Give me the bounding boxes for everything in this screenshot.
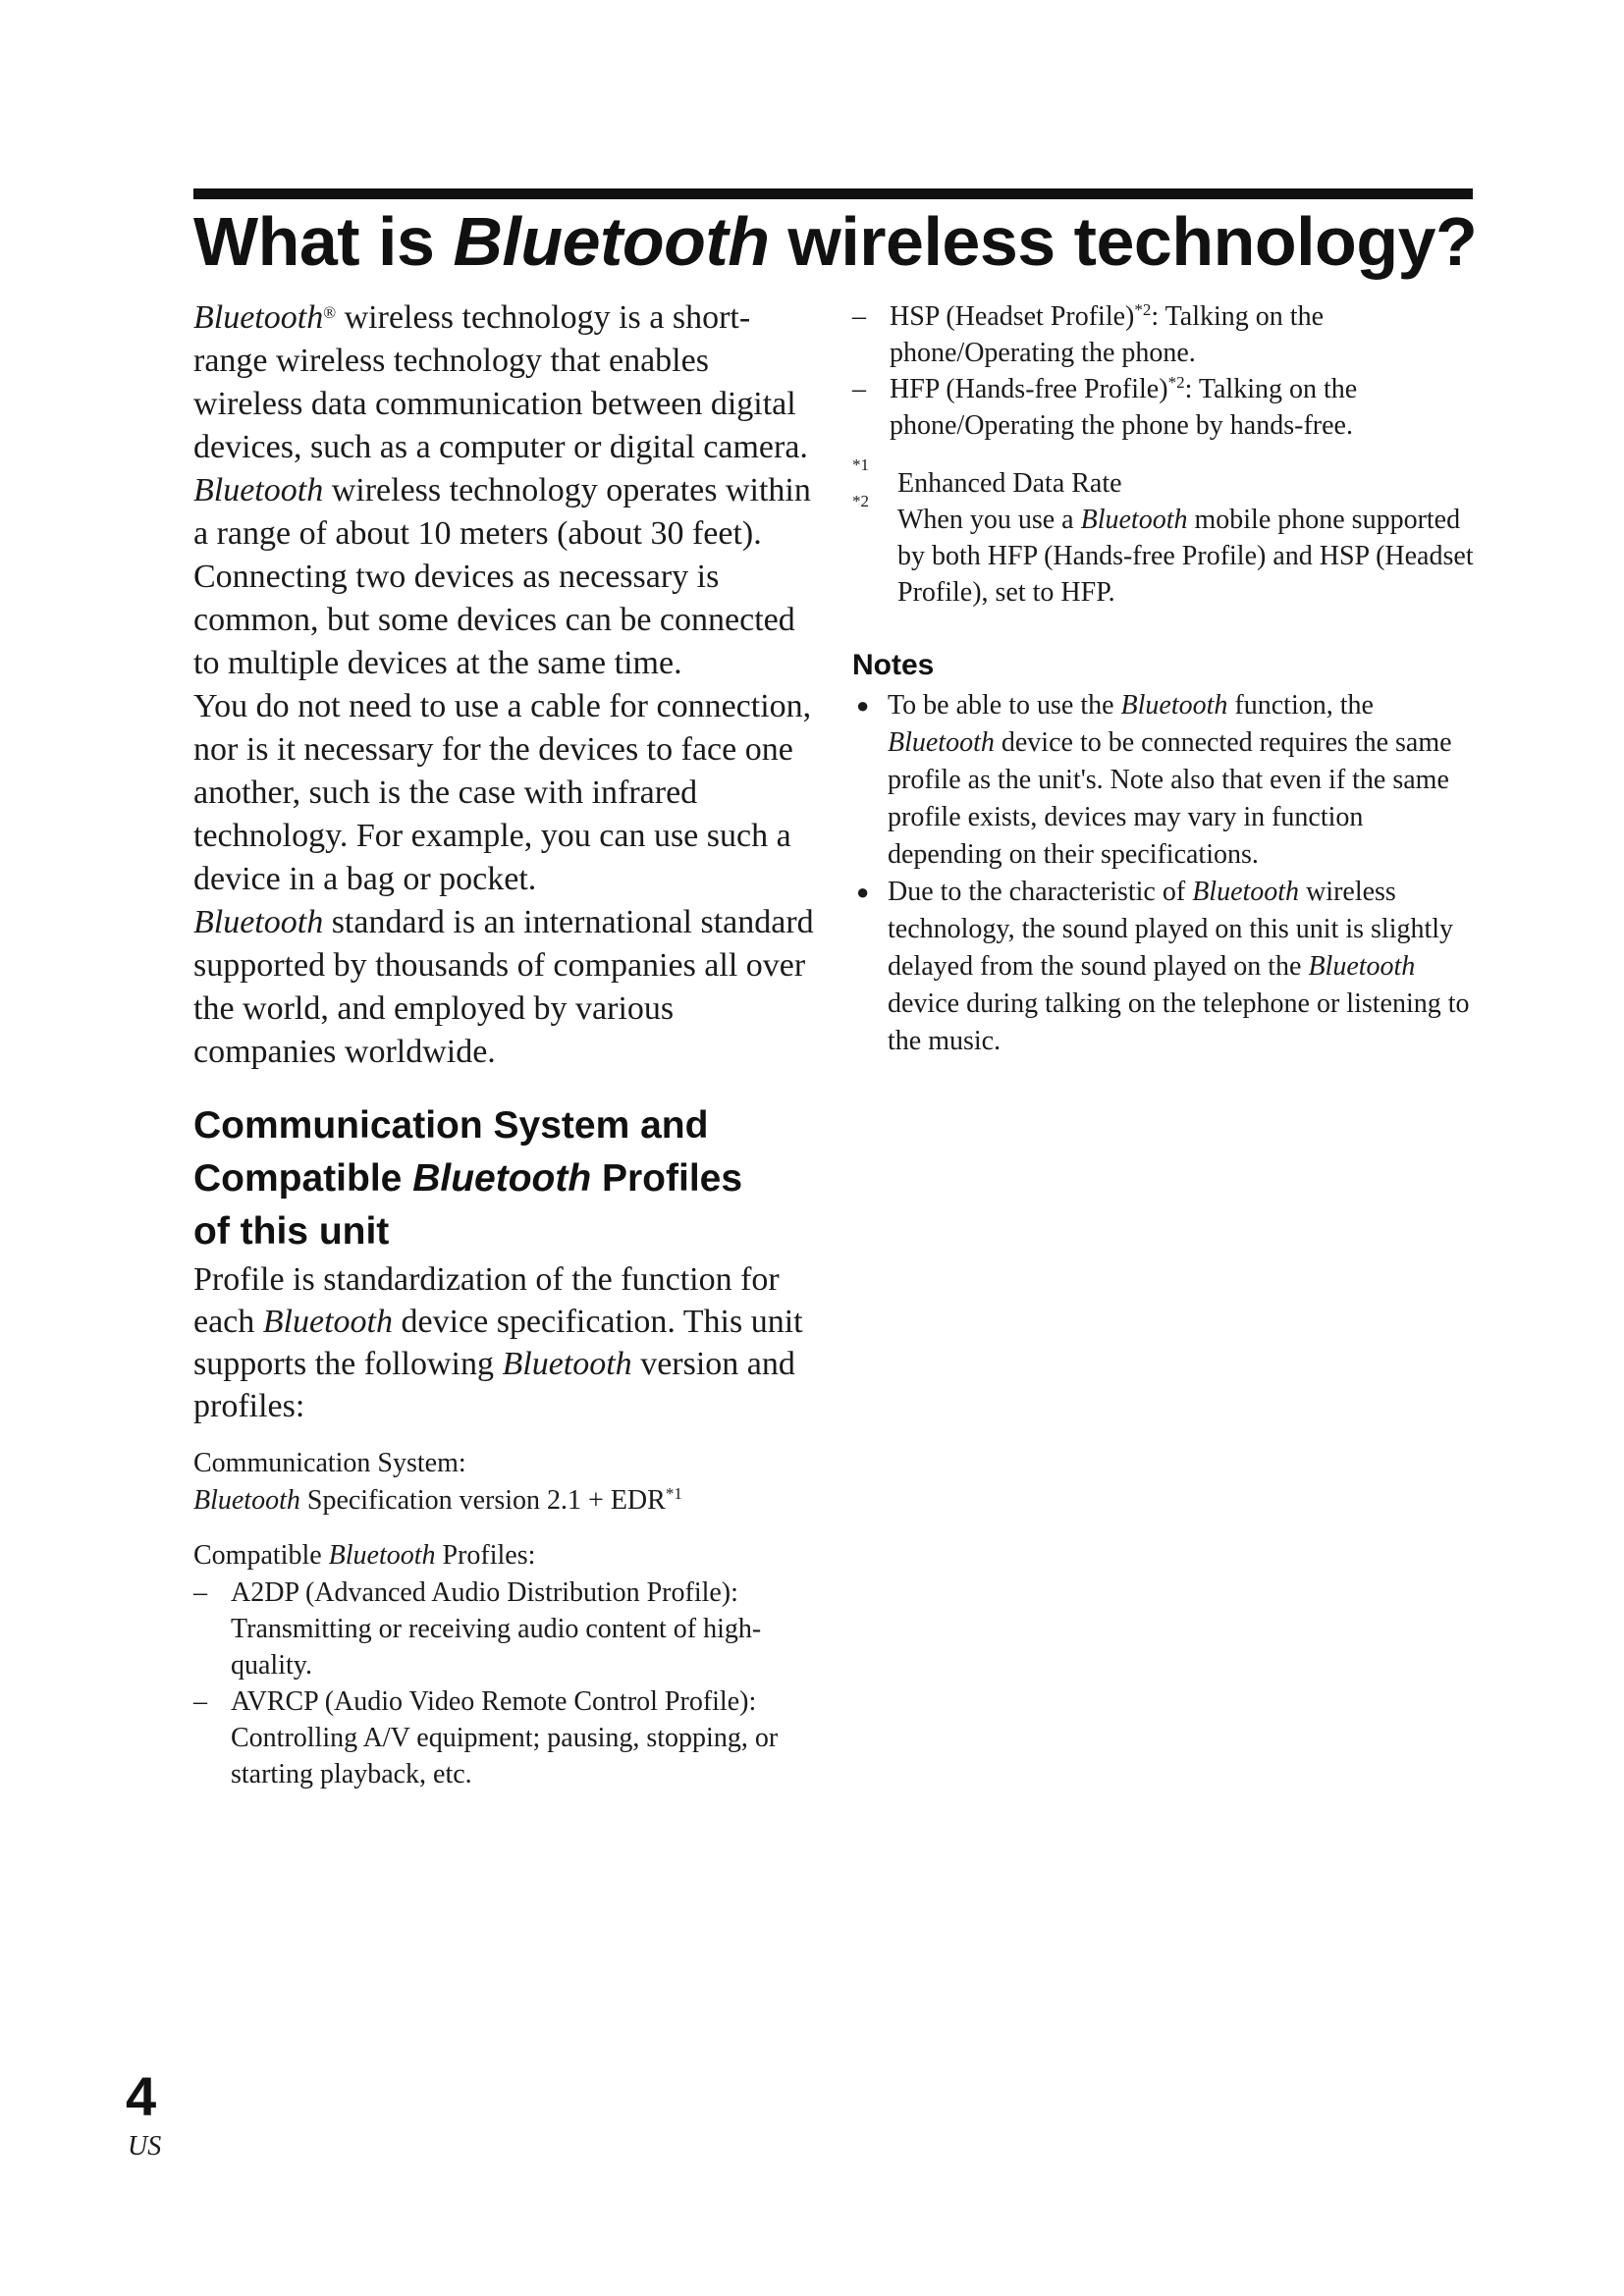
- intro-paragraph-4: Bluetooth standard is an international standard supported by thousands of companies all over the world, and employed by various companies worldwide.: [193, 904, 814, 1070]
- profile-item-hsp: – HSP (Headset Profile)$^{*2}$: Talking on the phone/Operating the phone.: [852, 300, 1324, 368]
- intro-paragraph-2: Connecting two devices as necessary is common, but some devices can be connected to multiple devices at the same time.: [193, 559, 795, 681]
- bullet-icon: ●: [856, 880, 870, 904]
- communication-system-value: Bluetooth Specification version $2.1 + EDR^{*1}$: [193, 1484, 682, 1516]
- bullet-icon: ●: [856, 693, 870, 718]
- left-column: [193, 296, 822, 1792]
- dash-marker: –: [193, 1686, 207, 1717]
- compatible-profiles: [193, 1537, 822, 1792]
- region-code: US: [128, 2131, 162, 2162]
- profile-list-continued: [852, 298, 1481, 444]
- profile-item-hfp: – HFP (Hands-free Profile)$^{*2}$: Talking on the phone/Operating the phone by hands-free.: [852, 373, 1358, 441]
- compatible-profiles-label: Compatible Bluetooth Profiles:: [193, 1540, 536, 1571]
- profile-item-a2dp: – A2DP (Advanced Audio Distribution Profile): Transmitting or receiving audio content of high-quality.: [193, 1575, 822, 1683]
- page-title: What is Bluetooth wireless technology?: [193, 203, 1478, 280]
- note-item: ● Due to the characteristic of Bluetooth wireless technology, the sound played on this unit is slightly delayed from the sound played on the Bluetooth device during talking on the telephone or listening to the music.: [852, 874, 1481, 1060]
- communication-system: [193, 1445, 822, 1520]
- profile-list: [193, 1575, 822, 1792]
- dash-marker: –: [852, 374, 866, 404]
- right-column: [852, 298, 1481, 1060]
- dash-marker: –: [852, 301, 866, 332]
- footnote-2: *2 When you use a Bluetooth mobile phone supported by both HFP (Hands-free Profile) and HSP (Headset Profile), set to HFP.: [852, 492, 1474, 608]
- communication-system-label: Communication System:: [193, 1448, 466, 1478]
- intro-paragraph-3: You do not need to use a cable for connection, nor is it necessary for the devices to face one another, such is the case with infrared technology. For example, you can use such a device in a bag or pocket.: [193, 688, 812, 897]
- page-number: 4: [126, 2065, 157, 2127]
- section-body: Profile is standardization of the function for each Bluetooth device specification. This unit supports the following Bluetooth version and profiles:: [193, 1261, 803, 1424]
- intro-paragraph-1: Bluetooth® wireless technology is a short-range wireless technology that enables wireless data communication between digital devices, such as a computer or digital camera. Bluetooth wireless technology operates within a range of about 10 meters (about 30 feet).: [193, 299, 811, 552]
- footnote-1: *1 Enhanced Data Rate: [852, 455, 1122, 499]
- profile-item-avrcp: – AVRCP (Audio Video Remote Control Profile): Controlling A/V equipment; pausing, stopping, or starting playback, etc.: [193, 1683, 822, 1792]
- notes-heading: Notes: [852, 649, 935, 681]
- notes-list: [852, 687, 1481, 1060]
- dash-marker: –: [193, 1577, 207, 1608]
- note-item: ● To be able to use the Bluetooth function, the Bluetooth device to be connected requires the same profile as the unit's. Note also that even if the same profile exists, devices may vary in function depending on their specifications.: [852, 687, 1481, 874]
- footnotes: [852, 455, 1481, 611]
- section-heading: Communication System and Compatible Bluetooth Profiles of this unit: [193, 1104, 743, 1253]
